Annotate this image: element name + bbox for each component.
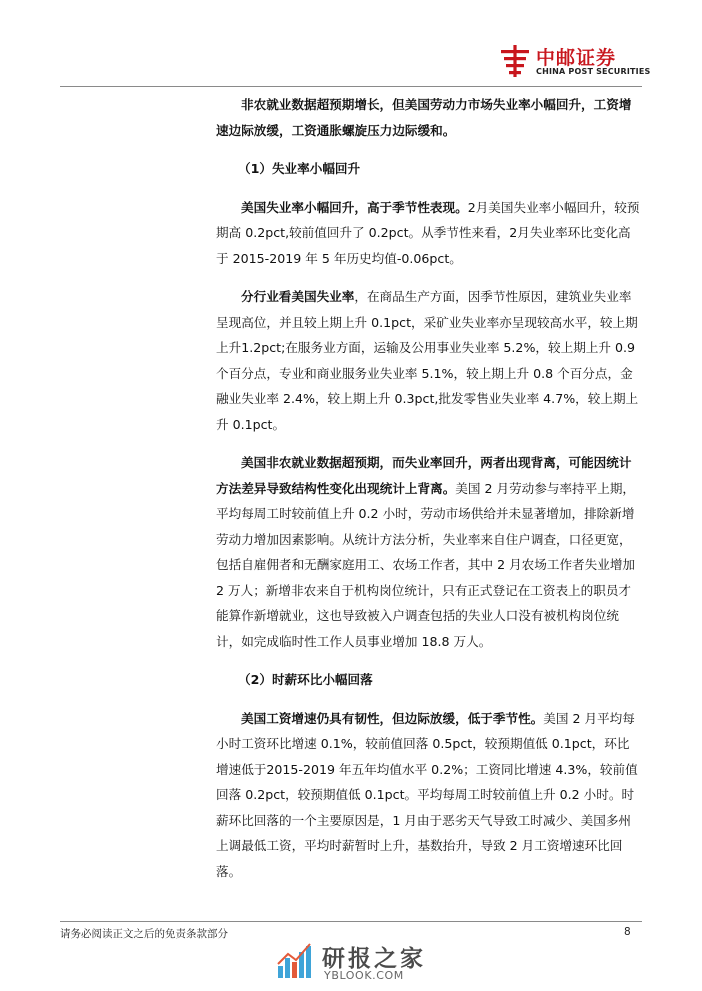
intro-paragraph: 非农就业数据超预期增长，但美国劳动力市场失业率小幅回升，工资增速边际放缓，工资通胀螺旋压力边际缓和。 (216, 97, 632, 138)
paragraph-lead: 美国失业率小幅回升，高于季节性表现。 (241, 199, 468, 215)
paragraph-lead: 美国工资增速仍具有韧性，但边际放缓，低于季节性。 (241, 710, 544, 726)
paragraph-body: 美国 2 月劳动参与率持平上期，平均每周工时较前值上升 0.2 小时，劳动市场供给并未显著增加，排除新增劳动力增加因素影响。从统计方法分析，失业率来自住户调查，口径更宽，包括自雇佣者和无酬家庭用工、农场工作者，其中 2 月农场工作者失业增加 2 万人；新增非农来自于机构岗位统计，只有正式登记在工资表上的职员才能算作新增就业，这也导致被入户调查包括的失业人口没有被机构岗位统计，如完成临时性工作人员事业增加 18.8 万人。 (216, 480, 636, 649)
report-body (216, 92, 642, 884)
paragraph-body: 美国 2 月平均每小时工资环比增速 0.1%，较前值回落 0.5pct，较预期值低 0.1pct，环比增速低于2015-2019 年五年均值水平 0.2%；工资同比增速 4.3%，较前值回落 0.2pct，较预期值低 0.1pct。平均每周工时较前值上升 0.2 小时。时薪环比回落的一个主要原因是，1 月由于恶劣天气导致工时减少、美国多州上调最低工资，平均时薪暂时上升，基数抬升，导致 2 月工资增速环比回落。 (216, 710, 638, 879)
header-divider (60, 86, 642, 87)
yblook-logo-icon (272, 940, 316, 984)
paragraph-lead: 分行业看美国失业率 (241, 289, 355, 304)
footer-divider (60, 921, 642, 922)
china-post-logo-icon (498, 44, 532, 78)
watermark-url: YBLOOK.COM (324, 969, 404, 982)
watermark-title: 研报之家 (322, 946, 426, 972)
paragraph-nonfarm-divergence (216, 450, 642, 654)
paragraph-hourly-wage (216, 706, 642, 885)
paragraph-industry-unemployment (216, 284, 642, 437)
brand-name-cn: 中邮证券 (536, 47, 617, 69)
paragraph-unemployment-rate (216, 195, 642, 272)
paragraph-body: ，在商品生产方面，因季节性原因，建筑业失业率呈现高位，并且较上期上升 0.1pct，采矿业失业率亦呈现较高水平，较上期上升1.2pct;在服务业方面，运输及公用事业失业率 5.2%，较上期上升 0.9 个百分点，专业和商业服务业失业率 5.1%，较上期上升 0.8 个百分点，金融业失业率 2.4%，较上期上升 0.3pct,批发零售业失业率 4.7%，较上期上升 0.1pct。 (216, 289, 639, 432)
paragraph-lead: 美国非农就业数据超预期，而失业率回升，两者出现背离，可能因统计方法差异导致结构性变化出现统计上背离。 (216, 455, 632, 496)
brand-name-en: CHINA POST SECURITIES (536, 67, 651, 76)
watermark (272, 938, 472, 986)
page-number: 8 (624, 926, 631, 938)
disclaimer-note: 请务必阅读正文之后的免责条款部分 (60, 928, 228, 940)
section-heading-wages: （2）时薪环比小幅回落 (238, 672, 373, 687)
paragraph-body: 2月美国失业率小幅回升，较预期高 0.2pct,较前值回升了 0.2pct。从季节性来看，2月失业率环比变化高于 2015-2019 年 5 年历史均值-0.06pct。 (216, 199, 640, 266)
section-heading-unemployment: （1）失业率小幅回升 (238, 161, 361, 176)
company-logo (498, 42, 651, 82)
